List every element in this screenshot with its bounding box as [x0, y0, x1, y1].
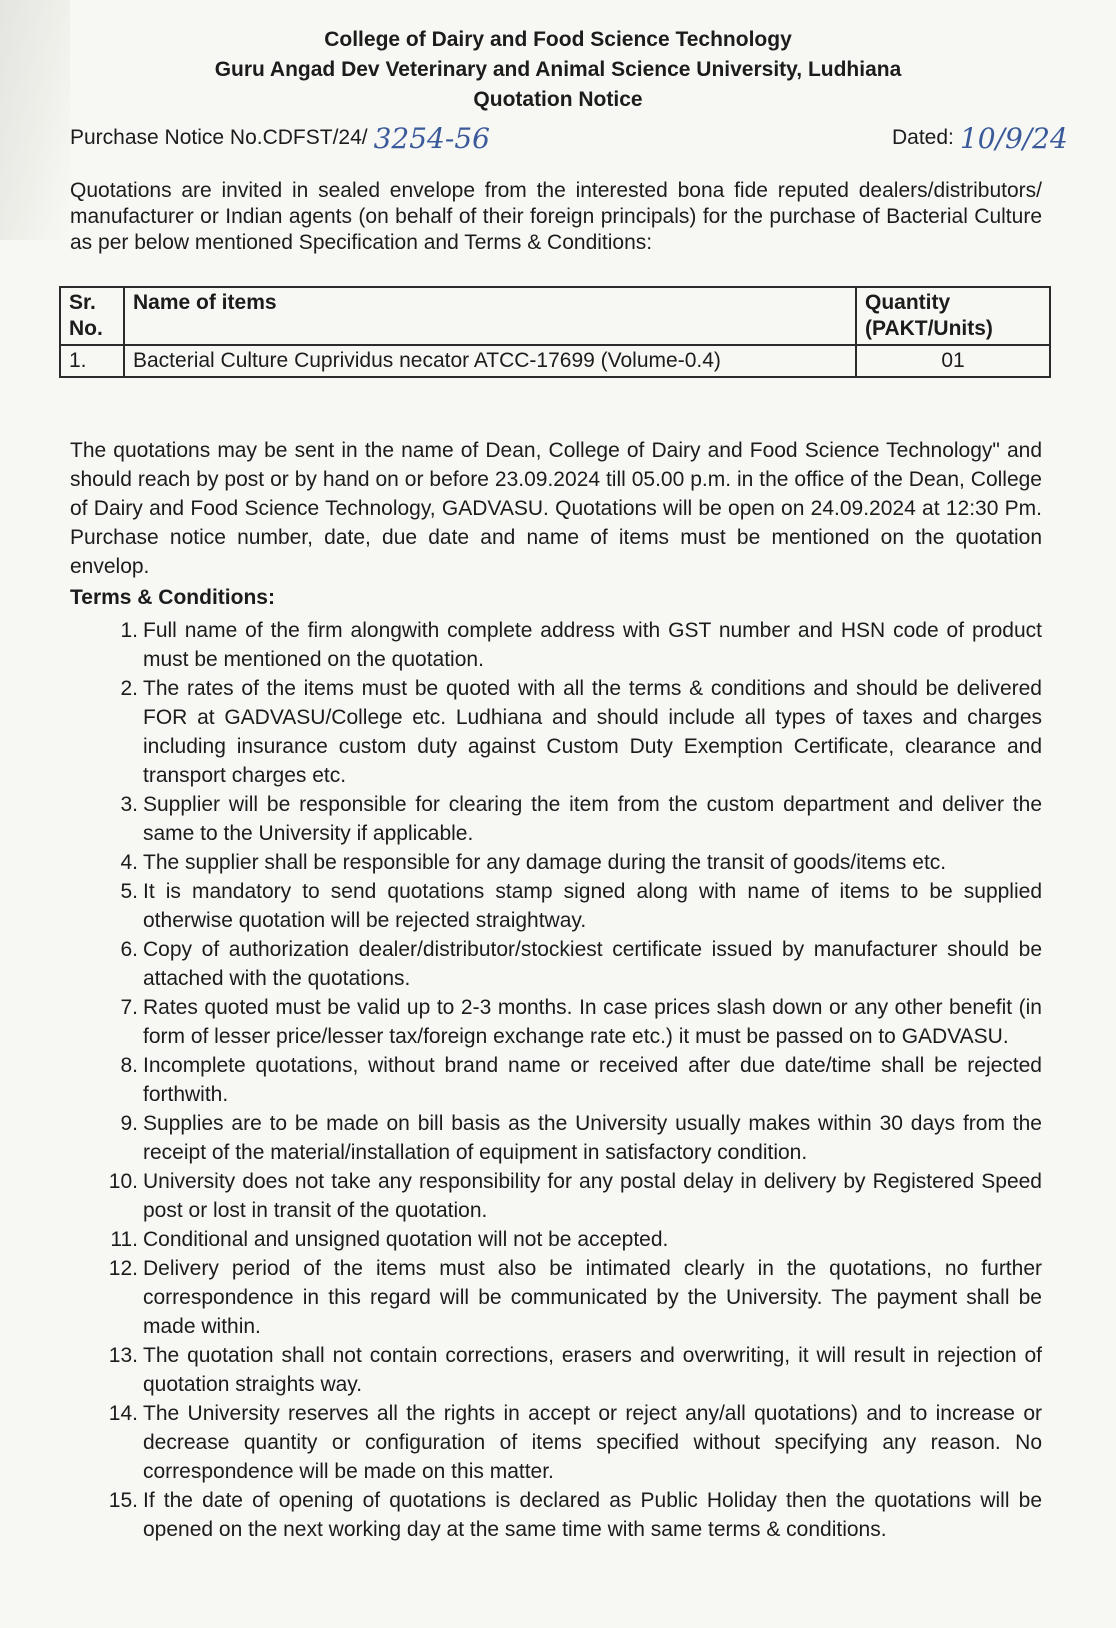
term-item — [70, 1341, 1042, 1399]
term-text: The University reserves all the rights in accept or reject any/all quotations) and to increase or decrease quantity or configuration of items specified without specifying any reason. No correspondence will be made on this matter. — [143, 1402, 1042, 1483]
term-item — [70, 1109, 1042, 1167]
term-text: Rates quoted must be valid up to 2-3 months. In case prices slash down or any other benefit (in form of lesser price/lesser tax/foreign exchange rate etc.) it must be passed on to GADVASU. — [143, 996, 1042, 1048]
term-number: 11. — [110, 1228, 138, 1251]
terms-heading: Terms & Conditions: — [70, 586, 275, 609]
term-number: 8. — [120, 1054, 138, 1077]
term-item — [70, 616, 1042, 674]
term-number: 1. — [120, 619, 138, 642]
term-text: Supplies are to be made on bill basis as the University usually makes within 30 days from the receipt of the material/installation of equipment in satisfactory condition. — [143, 1112, 1042, 1164]
term-text: Incomplete quotations, without brand name or received after due date/time shall be rejected forthwith. — [143, 1054, 1042, 1106]
cell-sr-no: 1. — [60, 345, 124, 377]
term-text: Delivery period of the items must also be intimated clearly in the quotations, no further correspondence in this regard will be communicated by the University. The payment shall be made within. — [143, 1257, 1042, 1338]
header-item-name: Name of items — [124, 287, 856, 345]
term-number: 10. — [108, 1170, 138, 1193]
term-item — [70, 877, 1042, 935]
purchase-notice-label: Purchase Notice No.CDFST/24/ — [70, 126, 368, 149]
term-item — [70, 1486, 1042, 1544]
purchase-notice-number — [70, 118, 490, 155]
term-number: 13. — [108, 1344, 138, 1367]
university-name: Guru Angad Dev Veterinary and Animal Science University, Ludhiana — [214, 58, 902, 81]
term-number: 14. — [108, 1402, 138, 1425]
notice-date — [892, 118, 1068, 155]
term-text: The supplier shall be responsible for any damage during the transit of goods/items etc. — [143, 851, 947, 874]
term-number: 2. — [120, 677, 138, 700]
term-number: 7. — [120, 996, 138, 1019]
items-table — [59, 286, 1051, 378]
table-header-row — [60, 287, 1050, 345]
term-text: Full name of the firm alongwith complete address with GST number and HSN code of product must be mentioned on the quotation. — [143, 619, 1042, 671]
intro-paragraph: Quotations are invited in sealed envelope from the interested bona fide reputed dealers/distributors/ manufacturer or Indian agents (on behalf of their foreign principals) for the purchase of Bacterial Culture as per below mentioned Specification and Terms & Conditions: — [70, 179, 1042, 254]
term-text: Copy of authorization dealer/distributor/stockiest certificate issued by manufacturer should be attached with the quotations. — [143, 938, 1042, 990]
submission-paragraph: The quotations may be sent in the name of Dean, College of Dairy and Food Science Technology" and should reach by post or by hand on or before 23.09.2024 till 05.00 p.m. in the office of the Dean, College of Dairy and Food Science Technology, GADVASU. Quotations will be open on 24.09.2024 at 12:30 Pm. Purchase notice number, date, due date and name of items must be mentioned on the quotation envelop. — [70, 439, 1042, 578]
term-item — [70, 1399, 1042, 1486]
term-item — [70, 790, 1042, 848]
term-item — [70, 935, 1042, 993]
college-name: College of Dairy and Food Science Technology — [324, 28, 792, 51]
terms-list — [70, 616, 1042, 1544]
header-sr-no: Sr. No. — [60, 287, 124, 345]
notice-title: Quotation Notice — [473, 88, 643, 111]
term-number: 9. — [120, 1112, 138, 1135]
term-number: 6. — [120, 938, 138, 961]
term-number: 12. — [108, 1257, 138, 1280]
term-text: The rates of the items must be quoted with all the terms & conditions and should be delivered FOR at GADVASU/College etc. Ludhiana and should include all types of taxes and charges including insurance custom duty against Custom Duty Exemption Certificate, clearance and transport charges etc. — [143, 677, 1042, 787]
term-number: 5. — [120, 880, 138, 903]
handwritten-date: 10/9/24 — [959, 122, 1068, 155]
cell-item-name: Bacterial Culture Cuprividus necator ATCC-17699 (Volume-0.4) — [124, 345, 856, 377]
term-item — [70, 1254, 1042, 1341]
term-text: It is mandatory to send quotations stamp signed along with name of items to be supplied otherwise quotation will be rejected straightway. — [143, 880, 1042, 932]
cell-quantity: 01 — [856, 345, 1050, 377]
term-item — [70, 1167, 1042, 1225]
table-row — [60, 345, 1050, 377]
term-text: Supplier will be responsible for clearing the item from the custom department and deliver the same to the University if applicable. — [143, 793, 1042, 845]
term-text: The quotation shall not contain corrections, erasers and overwriting, it will result in rejection of quotation straights way. — [143, 1344, 1042, 1396]
term-item — [70, 1225, 1042, 1254]
term-number: 4. — [120, 851, 138, 874]
term-item — [70, 848, 1042, 877]
term-text: Conditional and unsigned quotation will not be accepted. — [143, 1228, 669, 1251]
handwritten-notice-number: 3254-56 — [373, 122, 490, 155]
term-text: University does not take any responsibility for any postal delay in delivery by Registered Speed post or lost in transit of the quotation. — [143, 1170, 1042, 1222]
dated-label: Dated: — [892, 126, 954, 149]
term-number: 15. — [108, 1489, 138, 1512]
term-number: 3. — [120, 793, 138, 816]
term-item — [70, 1051, 1042, 1109]
term-item — [70, 674, 1042, 790]
term-text: If the date of opening of quotations is declared as Public Holiday then the quotations will be opened on the next working day at the same time with same terms & conditions. — [143, 1489, 1042, 1541]
header-quantity: Quantity (PAKT/Units) — [856, 287, 1050, 345]
term-item — [70, 993, 1042, 1051]
